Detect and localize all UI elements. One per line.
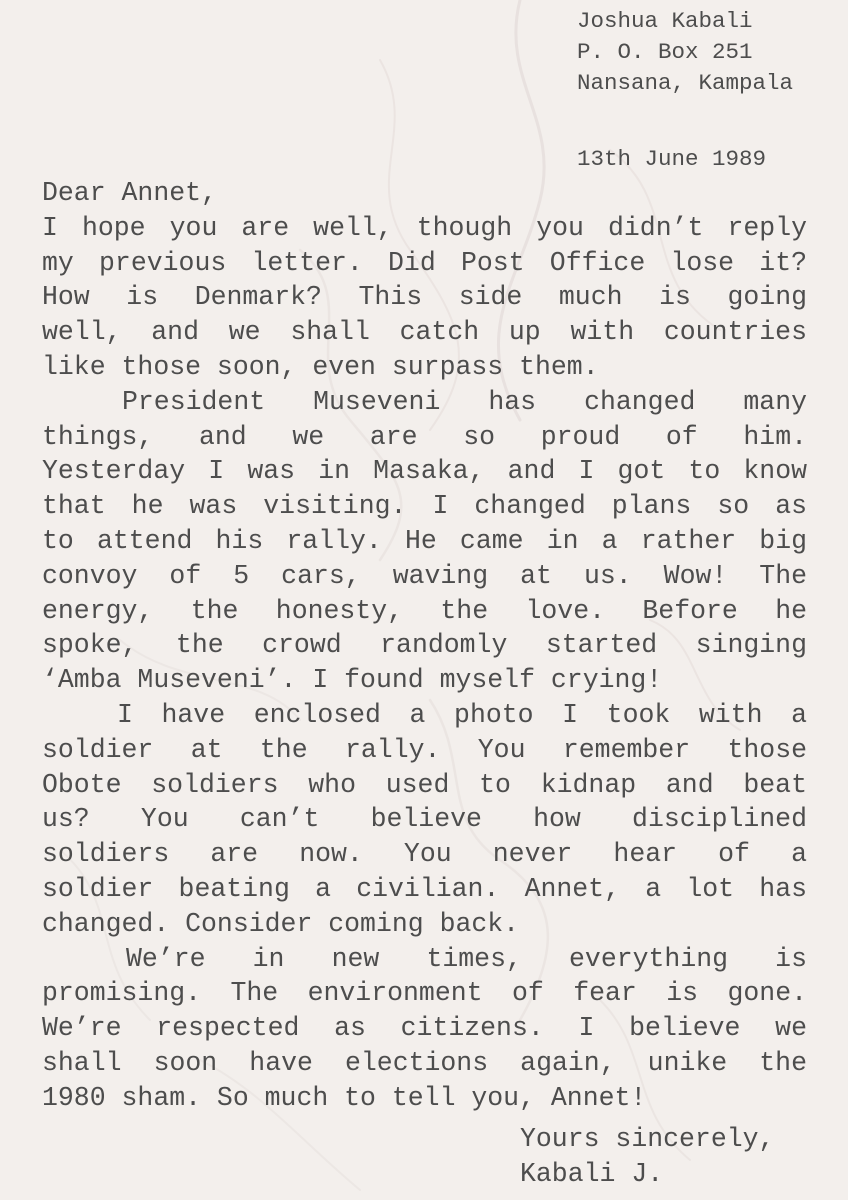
- paragraph-3-line-4: us? You can’t believe how disciplined: [42, 804, 807, 835]
- paragraph-2-line-7: energy, the honesty, the love. Before he: [42, 595, 807, 626]
- letter-body: [42, 176, 807, 1116]
- salutation: Dear Annet,: [42, 178, 217, 208]
- paragraph-1-line-1: I hope you are well, though you didn’t reply: [42, 212, 807, 243]
- paragraph-4-line-3: We’re respected as citizens. I believe we: [42, 1013, 807, 1044]
- paragraph-2-line-2: things, and we are so proud of him.: [42, 421, 807, 452]
- signature: Kabali J.: [520, 1158, 664, 1189]
- paragraph-1-line-3: How is Denmark? This side much is going: [42, 282, 807, 313]
- sender-town: Nansana, Kampala: [577, 70, 794, 96]
- paragraph-2-line-4: that he was visiting. I changed plans so as: [42, 491, 807, 522]
- paragraph-3-line-6: soldier beating a civilian. Annet, a lot has: [42, 873, 807, 904]
- paragraph-4-line-2: promising. The environment of fear is gone.: [42, 978, 807, 1009]
- paragraph-2-line-6: convoy of 5 cars, waving at us. Wow! The: [42, 560, 807, 591]
- paragraph-2-line-9: ‘Amba Museveni’. I found myself crying!: [42, 665, 663, 696]
- letter-signoff: [520, 1122, 774, 1192]
- paragraph-1-line-4: well, and we shall catch up with countries: [42, 317, 807, 348]
- paragraph-3-line-3: Obote soldiers who used to kidnap and beat: [42, 769, 807, 800]
- paragraph-2-line-8: spoke, the crowd randomly started singing: [42, 630, 807, 661]
- paragraph-3-line-5: soldiers are now. You never hear of a: [42, 839, 807, 870]
- closing: Yours sincerely,: [520, 1124, 775, 1154]
- paragraph-4-line-5: 1980 sham. So much to tell you, Annet!: [42, 1082, 647, 1113]
- paragraph-4-line-1: We’re in new times, everything is: [126, 943, 807, 974]
- paragraph-1-line-2: my previous letter. Did Post Office lose it?: [42, 247, 807, 278]
- sender-address: [577, 6, 793, 99]
- paragraph-3-line-1: I have enclosed a photo I took with a: [117, 699, 807, 730]
- paragraph-4-line-4: shall soon have elections again, unike the: [42, 1047, 807, 1078]
- paragraph-2-line-3: Yesterday I was in Masaka, and I got to know: [42, 456, 807, 487]
- paragraph-2-line-5: to attend his rally. He came in a rather big: [42, 525, 807, 556]
- sender-name: Joshua Kabali: [577, 8, 753, 34]
- paragraph-3-line-2: soldier at the rally. You remember those: [42, 734, 807, 765]
- sender-box: P. O. Box 251: [577, 39, 753, 65]
- paragraph-2-line-1: President Museveni has changed many: [122, 386, 807, 417]
- letter-date: 13th June 1989: [577, 146, 767, 172]
- paragraph-1-line-5: like those soon, even surpass them.: [42, 351, 599, 382]
- paragraph-3-line-7: changed. Consider coming back.: [42, 908, 520, 939]
